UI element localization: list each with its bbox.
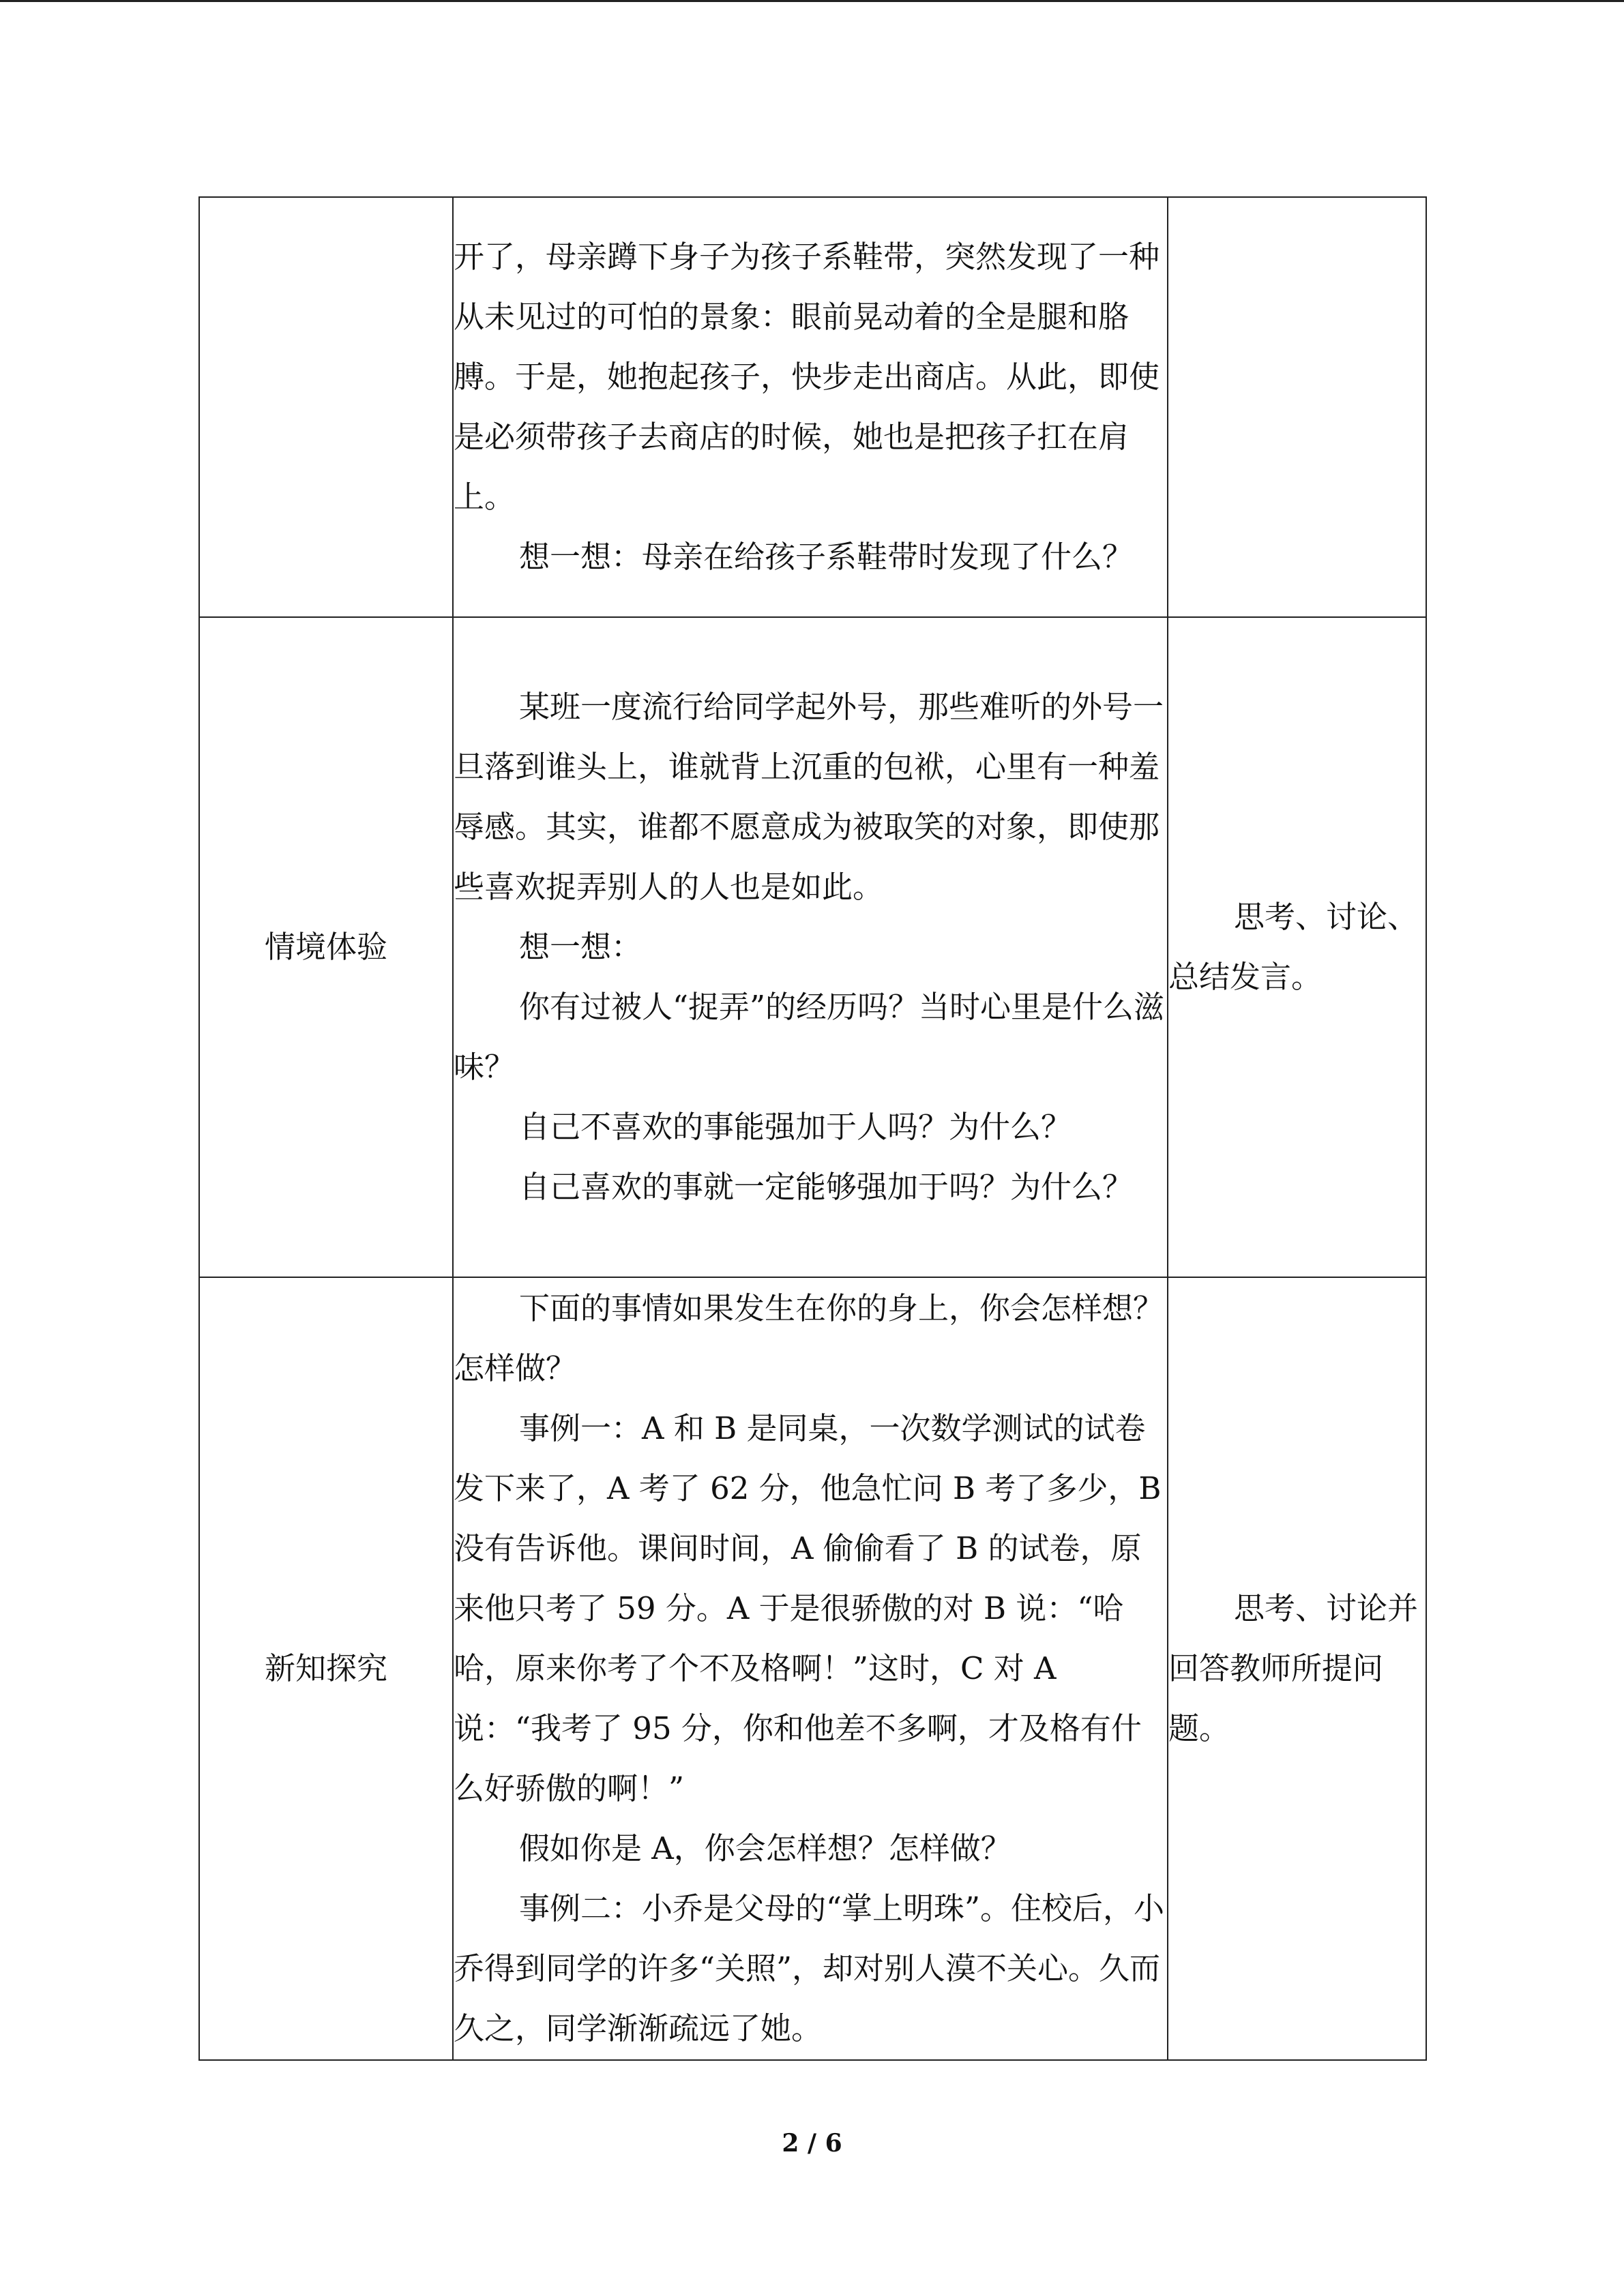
- student-activity-text: 思考、讨论、总结发言。: [1168, 899, 1419, 995]
- content-cell: [453, 617, 1168, 1277]
- content-cell: [453, 197, 1168, 617]
- stage-cell: 情境体验: [199, 617, 453, 1277]
- paragraph: 事例二：小乔是父母的“掌上明珠”。住校后，小乔得到同学的许多“关照”，却对别人漠不关心。久而久之，同学渐渐疏远了她。: [454, 1890, 1165, 2046]
- student-activity-cell: [1168, 197, 1426, 617]
- paragraph: 想一想：母亲在给孩子系鞋带时发现了什么？: [519, 539, 1134, 575]
- lesson-plan-table: [198, 196, 1427, 2061]
- paragraph: 开了，母亲蹲下身子为孩子系鞋带，突然发现了一种从未见过的可怕的景象：眼前晃动着的全是腿和胳膊。于是，她抱起孩子，快步走出商店。从此，即使是必须带孩子去商店的时候，她也是把孩子扛在肩上。: [454, 239, 1160, 515]
- paragraph: 自己不喜欢的事能强加于人吗？为什么？: [519, 1109, 1072, 1145]
- paragraph: 想一想：: [519, 929, 643, 965]
- paragraph: 事例一：A 和 B 是同桌，一次数学测试的试卷发下来了，A 考了 62 分，他急忙问 B 考了多少，B 没有告诉他。课间时间，A 偷偷看了 B 的试卷，原来他只考了 59 分。A 于是很骄傲的对 B 说：“哈哈，原来你考了个不及格啊！”这时，C 对 A 说：“我考了 95 分，你和他差不多啊，才及格有什么好骄傲的啊！”: [454, 1410, 1162, 1806]
- paragraph: 你有过被人“捉弄”的经历吗？当时心里是什么滋味？: [454, 989, 1165, 1085]
- paragraph: 假如你是 A，你会怎样想？怎样做？: [519, 1830, 1012, 1866]
- student-activity-cell: [1168, 617, 1426, 1277]
- page-number: 2 / 6: [782, 2129, 842, 2158]
- paragraph: 下面的事情如果发生在你的身上，你会怎样想？怎样做？: [454, 1290, 1164, 1386]
- paragraph: 某班一度流行给同学起外号，那些难听的外号一旦落到谁头上，谁就背上沉重的包袱，心里有一种羞辱感。其实，谁都不愿意成为被取笑的对象，即使那些喜欢捉弄别人的人也是如此。: [454, 689, 1164, 905]
- paragraph: 自己喜欢的事就一定能够强加于吗？为什么？: [519, 1169, 1134, 1205]
- content-cell: [453, 1277, 1168, 2060]
- stage-cell: 新知探究: [199, 1277, 453, 2060]
- student-activity-cell: [1168, 1277, 1426, 2060]
- student-activity-text: 思考、讨论并回答教师所提问题。: [1168, 1590, 1419, 1746]
- table-row: [199, 617, 1426, 1277]
- table-row: [199, 197, 1426, 617]
- table-row: [199, 1277, 1426, 2060]
- stage-cell: [199, 197, 453, 617]
